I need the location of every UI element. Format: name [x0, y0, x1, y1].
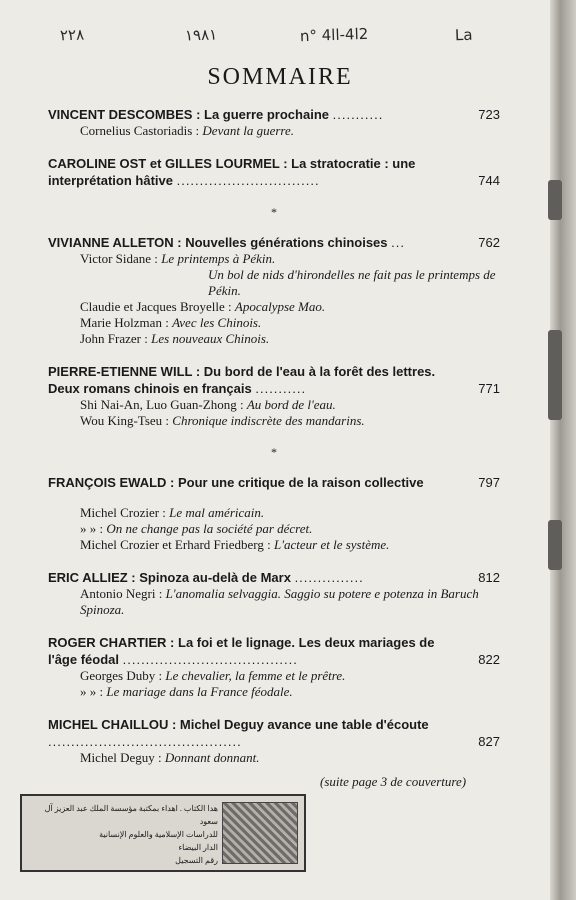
leader-dots: ... — [391, 235, 405, 250]
reviewed-work — [80, 505, 500, 521]
library-stamp — [20, 794, 306, 872]
reviewed-title: Le chevalier, la femme et le prêtre. — [165, 668, 346, 683]
handwritten-year: ١٩٨١ — [184, 25, 218, 45]
reviewed-author: » » : — [80, 684, 104, 699]
entry-heading: MICHEL CHAILLOU : Michel Deguy avance une table d'écoute — [48, 717, 429, 732]
reviewed-work — [80, 668, 500, 684]
leader-dots: ............................... — [176, 173, 320, 188]
reviewed-title: Donnant donnant. — [164, 750, 260, 765]
reviewed-author: Antonio Negri : — [80, 586, 163, 601]
leader-dots: ............... — [294, 570, 364, 585]
toc-entry — [48, 363, 500, 429]
page-edge — [550, 0, 576, 900]
stamp-line: الدار البيضاء — [178, 843, 218, 852]
reviewed-title: L'acteur et le système. — [273, 537, 390, 552]
toc-entry — [48, 106, 500, 139]
page-number: 827 — [478, 734, 500, 749]
toc-entry — [48, 716, 500, 766]
reviewed-title: Apocalypse Mao. — [234, 299, 326, 314]
reviewed-work — [80, 299, 500, 315]
entry-heading: VIVIANNE ALLETON : Nouvelles générations chinoises — [48, 235, 388, 250]
reviewed-author: Michel Crozier : — [80, 505, 166, 520]
reviewed-work — [80, 331, 500, 347]
reviewed-author: John Frazer : — [80, 331, 148, 346]
entry-heading: PIERRE-ETIENNE WILL : Du bord de l'eau à la forêt des lettres. Deux romans chinois en français — [48, 364, 436, 396]
reviewed-work — [80, 521, 500, 537]
leader-dots: ........... — [255, 381, 307, 396]
reviewed-author: Michel Crozier et Erhard Friedberg : — [80, 537, 271, 552]
reviewed-author: Victor Sidane : — [80, 251, 158, 266]
reviewed-title: Avec les Chinois. — [172, 315, 262, 330]
reviewed-title: Un bol de nids d'hirondelles ne fait pas le printemps de Pékin. — [208, 267, 496, 298]
reviewed-work — [80, 251, 500, 267]
toc-entry — [48, 569, 500, 618]
page-number: 762 — [478, 235, 500, 250]
reviewed-title: Au bord de l'eau. — [246, 397, 336, 412]
reviewed-author: Wou King-Tseu : — [80, 413, 170, 428]
page-tear — [548, 180, 562, 220]
leader-dots: .......................................... — [48, 734, 242, 749]
handwritten-issue: n° 4ll-4l2 — [299, 24, 369, 46]
page-number: 744 — [478, 173, 500, 188]
reviewed-work — [80, 586, 500, 618]
page-number: 797 — [478, 475, 500, 490]
table-of-contents — [48, 106, 500, 782]
reviewed-title: Le printemps à Pékin. — [161, 251, 276, 266]
page-number: 771 — [478, 381, 500, 396]
entry-heading: FRANÇOIS EWALD : Pour une critique de la raison collective — [48, 475, 424, 490]
stamp-line: هدا الكتاب . اهداء بمكتبة مؤسسة الملك عبد العزيز آل سعود — [44, 804, 218, 826]
reviewed-work — [80, 537, 500, 553]
stamp-line: للدراسات الإسلامية والعلوم الإنسانية — [99, 830, 218, 839]
entry-heading: CAROLINE OST et GILLES LOURMEL : La stratocratie : une interprétation hâtive — [48, 156, 416, 188]
reviewed-author: Cornelius Castoriadis : — [80, 123, 200, 138]
reviewed-title: On ne change pas la société par décret. — [106, 521, 313, 536]
section-separator: * — [271, 205, 277, 219]
page-title: SOMMAIRE — [207, 64, 353, 90]
reviewed-author: Shi Nai-An, Luo Guan-Zhong : — [80, 397, 244, 412]
reviewed-work — [80, 123, 500, 139]
page-number: 822 — [478, 652, 500, 667]
page-tear — [548, 330, 562, 420]
handwritten-mark: La — [454, 25, 473, 45]
stamp-text — [28, 802, 218, 867]
entry-heading: ERIC ALLIEZ : Spinoza au-delà de Marx — [48, 570, 291, 585]
entry-heading: VINCENT DESCOMBES : La guerre prochaine — [48, 107, 329, 122]
toc-entry — [48, 634, 500, 700]
entry-heading: ROGER CHARTIER : La foi et le lignage. Les deux mariages de l'âge féodal — [48, 635, 435, 667]
reviewed-title: Les nouveaux Chinois. — [151, 331, 270, 346]
reviewed-author: » » : — [80, 521, 104, 536]
reviewed-author: Georges Duby : — [80, 668, 163, 683]
page-tear — [548, 520, 562, 570]
stamp-emblem — [222, 802, 298, 864]
reviewed-title: Chronique indiscrète des mandarins. — [172, 413, 365, 428]
handwritten-note: ٢٢٨ — [59, 25, 85, 45]
leader-dots: ........... — [332, 107, 384, 122]
reviewed-title: Le mariage dans la France féodale. — [106, 684, 293, 699]
reviewed-author: Claudie et Jacques Broyelle : — [80, 299, 232, 314]
leader-dots: ...................................... — [122, 652, 298, 667]
stamp-line: رقم التسجيل — [175, 856, 218, 865]
section-separator: * — [271, 445, 277, 459]
page-number: 723 — [478, 107, 500, 122]
reviewed-work — [80, 750, 500, 766]
page-number: 812 — [478, 570, 500, 585]
toc-entry — [48, 155, 500, 189]
reviewed-title: Le mal américain. — [169, 505, 265, 520]
reviewed-work — [80, 413, 500, 429]
toc-entry — [48, 234, 500, 347]
reviewed-author: Michel Deguy : — [80, 750, 162, 765]
reviewed-work — [80, 315, 500, 331]
reviewed-title: Devant la guerre. — [202, 123, 294, 138]
reviewed-author: Marie Holzman : — [80, 315, 169, 330]
reviewed-work — [80, 397, 500, 413]
reviewed-title: L'anomalia selvaggia. Saggio su potere e potenza in Baruch Spinoza. — [80, 586, 479, 617]
toc-entry — [48, 474, 500, 553]
continuation-note: (suite page 3 de couverture) — [320, 774, 467, 789]
reviewed-work — [80, 684, 500, 700]
